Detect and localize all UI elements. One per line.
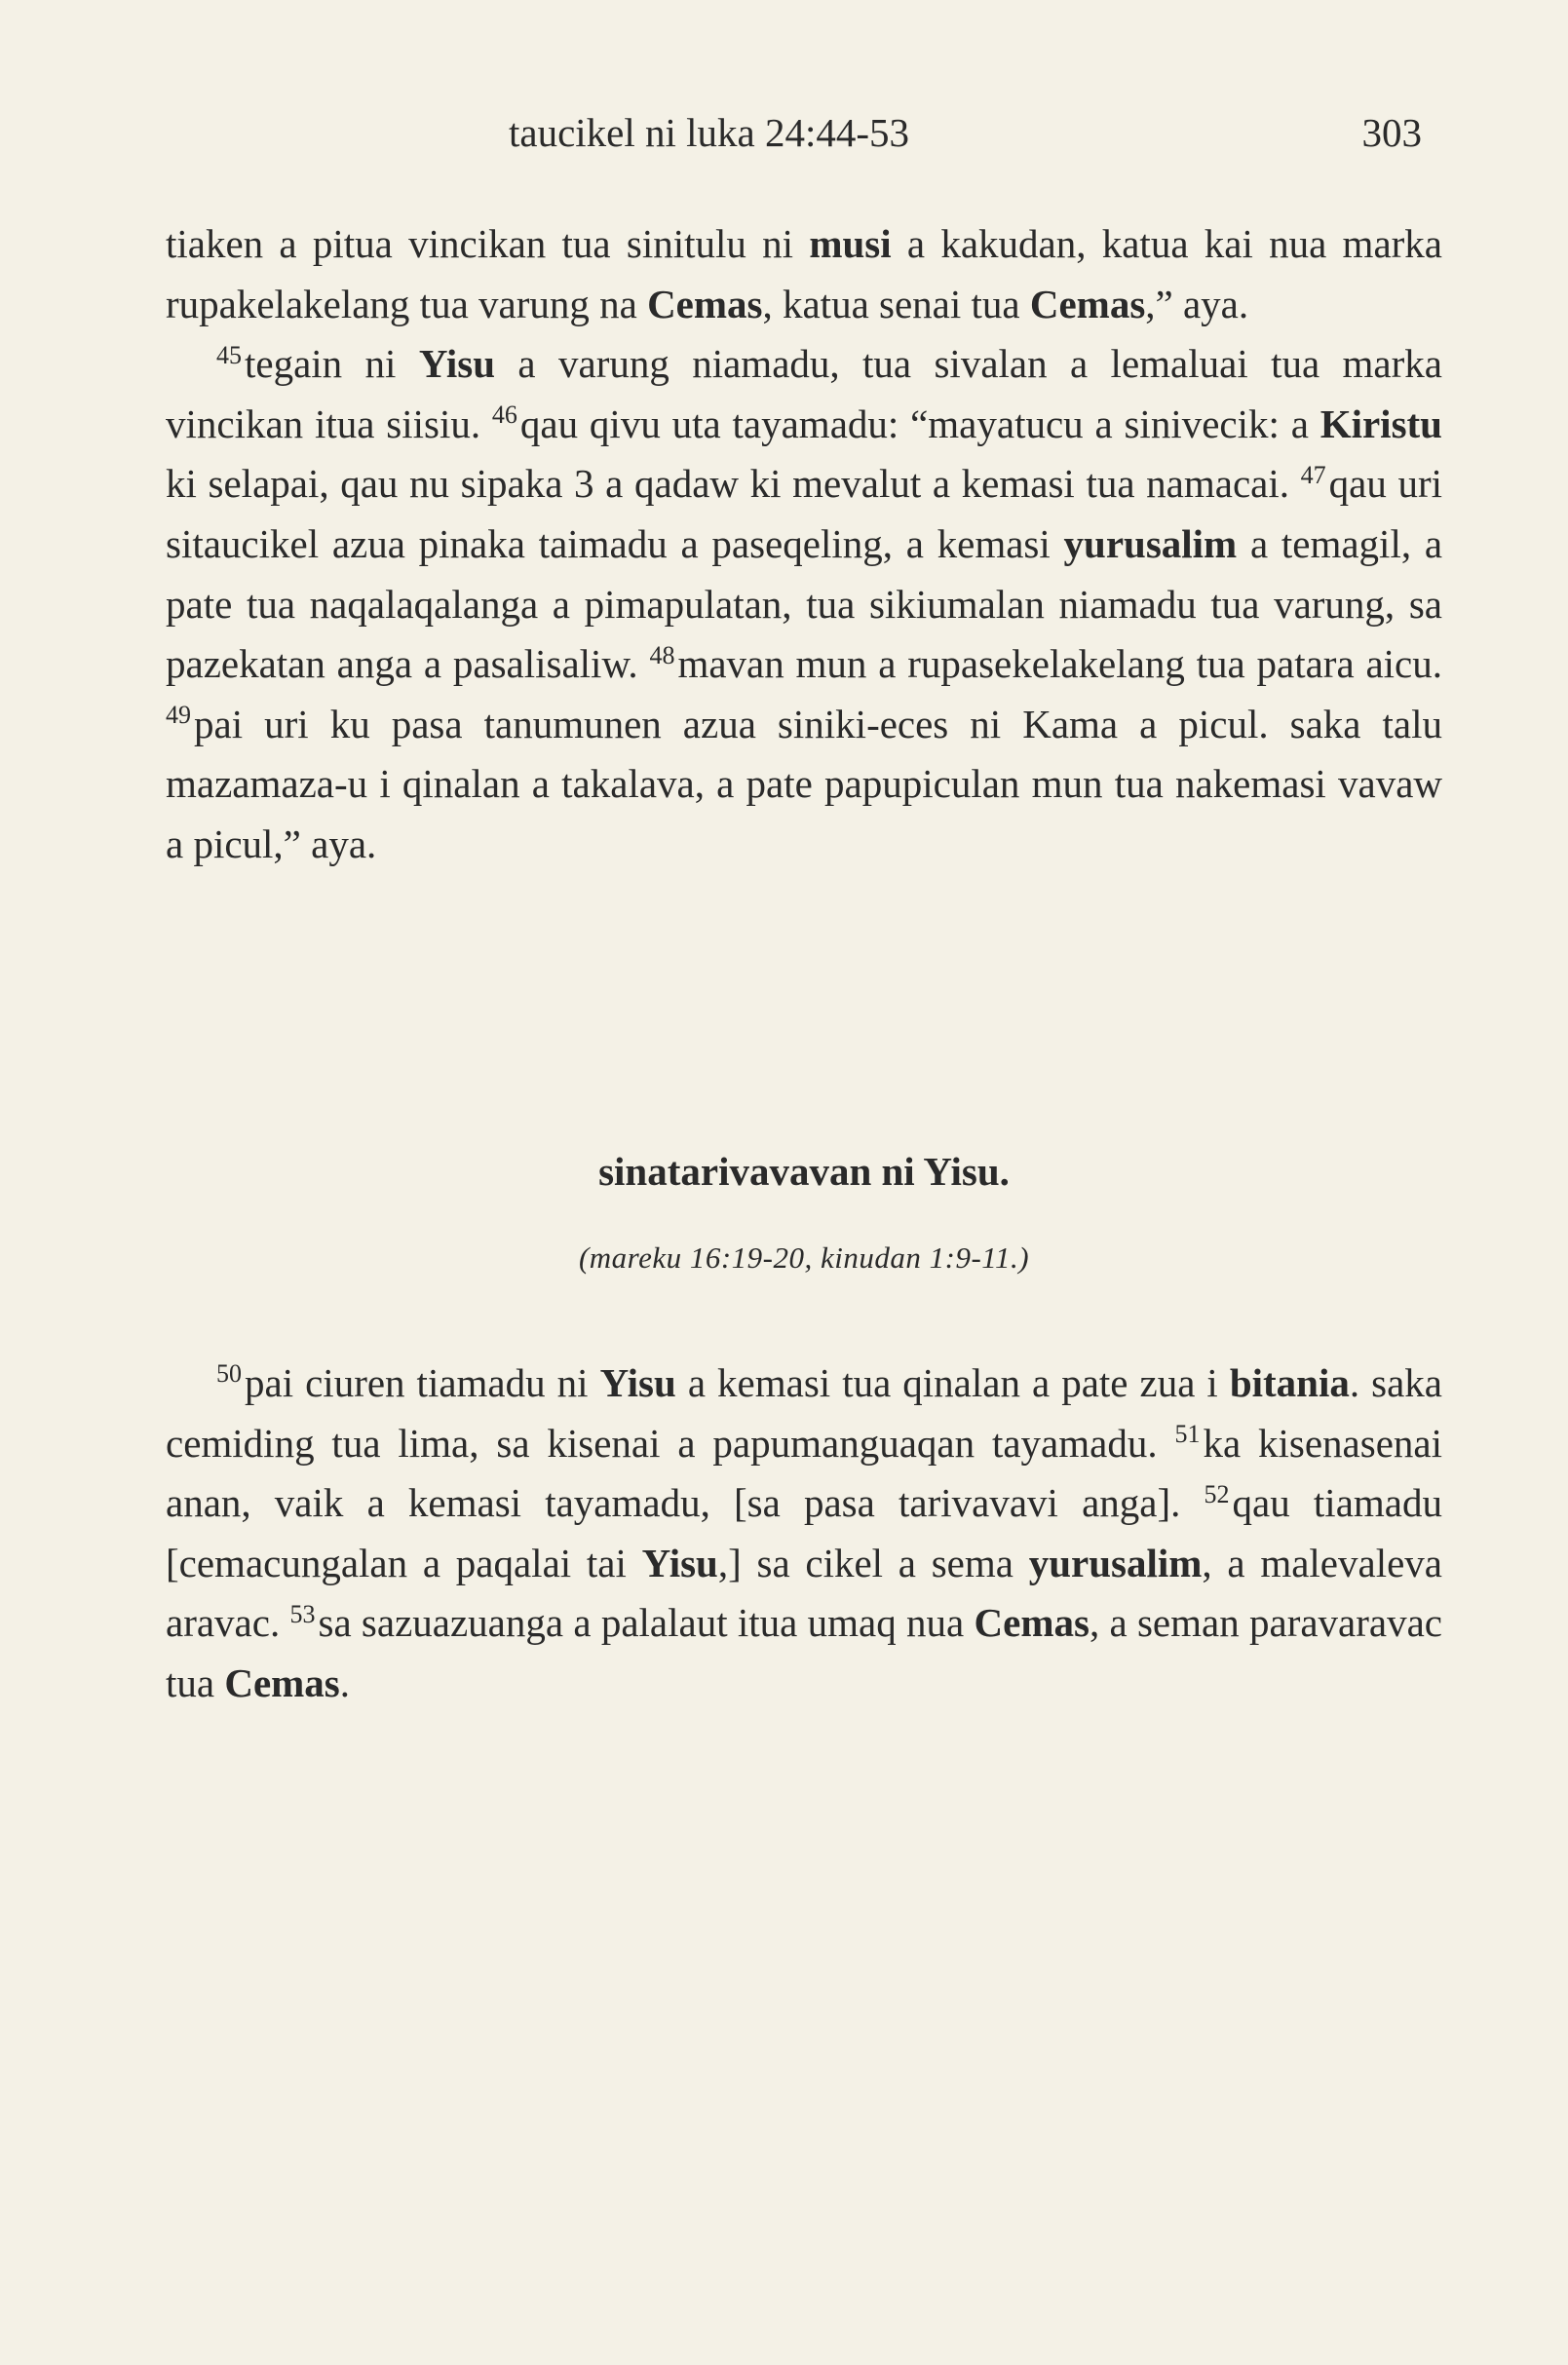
text-span: ,” aya. bbox=[1145, 281, 1249, 326]
verse-number: 48 bbox=[649, 640, 675, 669]
cross-reference: (mareku 16:19-20, kinudan 1:9-11.) bbox=[578, 1240, 1030, 1275]
text-span: qau uri sitaucikel azua pinaka taimadu a paseqeling, a kemasi bbox=[166, 461, 1442, 566]
verse-number: 53 bbox=[289, 1599, 316, 1628]
bold-term: Cemas bbox=[224, 1659, 340, 1705]
text-span: tegain ni bbox=[245, 341, 419, 387]
text-span: sa sazuazuanga a palalaut itua umaq nua bbox=[318, 1600, 975, 1646]
verse-number: 50 bbox=[216, 1359, 242, 1389]
verse-number: 51 bbox=[1174, 1419, 1201, 1448]
section-heading: sinatarivavavan ni Yisu. bbox=[598, 1149, 1010, 1194]
text-span: a temagil, a pate tua naqalaqalanga a pimapulatan, tua sikiumalan niamadu tua varung, sa pazekatan anga a pasalisaliw. bbox=[166, 520, 1443, 687]
text-span: , a seman paravaravac tua bbox=[166, 1600, 1442, 1705]
verse-number: 49 bbox=[166, 701, 191, 730]
paragraph-verses-50-53 bbox=[166, 1354, 1442, 1714]
bold-term: Yisu bbox=[418, 341, 496, 387]
text-span: pai ciuren tiamadu ni bbox=[245, 1360, 600, 1405]
bold-term: Yisu bbox=[599, 1360, 676, 1405]
page-number: 303 bbox=[1361, 110, 1422, 155]
text-span: mavan mun a rupasekelakelang tua patara aicu. bbox=[677, 641, 1442, 687]
bold-term: Cemas bbox=[1029, 281, 1146, 326]
bold-term: Yisu bbox=[641, 1540, 718, 1585]
paragraph-verses-45-49 bbox=[166, 334, 1442, 874]
text-span: , katua senai tua bbox=[762, 281, 1030, 326]
text-span: a varung niamadu, tua sivalan a lemaluai tua marka vincikan itua siisiu. bbox=[166, 341, 1442, 446]
verse-number: 47 bbox=[1300, 460, 1326, 489]
verse-number: 45 bbox=[216, 340, 242, 369]
text-span: , a malevaleva aravac. bbox=[166, 1540, 1442, 1646]
bold-term: Cemas bbox=[974, 1600, 1090, 1646]
paragraph-continuation bbox=[166, 214, 1442, 334]
main-text-lower bbox=[166, 1314, 1442, 1754]
bold-term: yurusalim bbox=[1063, 520, 1238, 566]
verse-number: 52 bbox=[1204, 1479, 1230, 1508]
text-span: . saka cemiding tua lima, sa kisenai a papumanguaqan tayamadu. bbox=[166, 1360, 1442, 1466]
running-header bbox=[166, 109, 1422, 168]
bold-term: musi bbox=[809, 221, 892, 266]
bold-term: Kiristu bbox=[1319, 401, 1442, 446]
text-span: ,] sa cikel a sema bbox=[717, 1540, 1029, 1585]
bold-term: bitania bbox=[1229, 1360, 1350, 1405]
text-span: ka kisenasenai anan, vaik a kemasi tayamadu, [sa pasa tarivavavi anga]. bbox=[166, 1420, 1442, 1526]
text-span: pai uri ku pasa tanumunen azua siniki-eces ni Kama a picul. saka talu mazamaza-u i qinalan a takalava, a pate papupiculan mun tua nakemasi vavaw a picul,” aya. bbox=[166, 701, 1442, 866]
text-span: tiaken a pitua vincikan tua sinitulu ni bbox=[166, 221, 810, 266]
text-span: a kemasi tua qinalan a pate zua i bbox=[675, 1360, 1230, 1405]
chapter-title: taucikel ni luka 24:44-53 bbox=[509, 110, 910, 155]
text-span: qau qivu uta tayamadu: “mayatucu a sinivecik: a bbox=[519, 401, 1320, 446]
text-span: . bbox=[339, 1659, 351, 1705]
text-span: ki selapai, qau nu sipaka 3 a qadaw ki mevalut a kemasi tua namacai. bbox=[166, 461, 1301, 507]
text-span: qau tiamadu [cemacungalan a paqalai tai bbox=[166, 1480, 1442, 1585]
verse-number: 46 bbox=[491, 401, 517, 430]
main-text-upper bbox=[166, 214, 1442, 875]
text-span: a kakudan, katua kai nua marka rupakelakelang tua varung na bbox=[166, 221, 1442, 326]
bold-term: Cemas bbox=[647, 281, 763, 326]
bold-term: yurusalim bbox=[1028, 1540, 1203, 1585]
